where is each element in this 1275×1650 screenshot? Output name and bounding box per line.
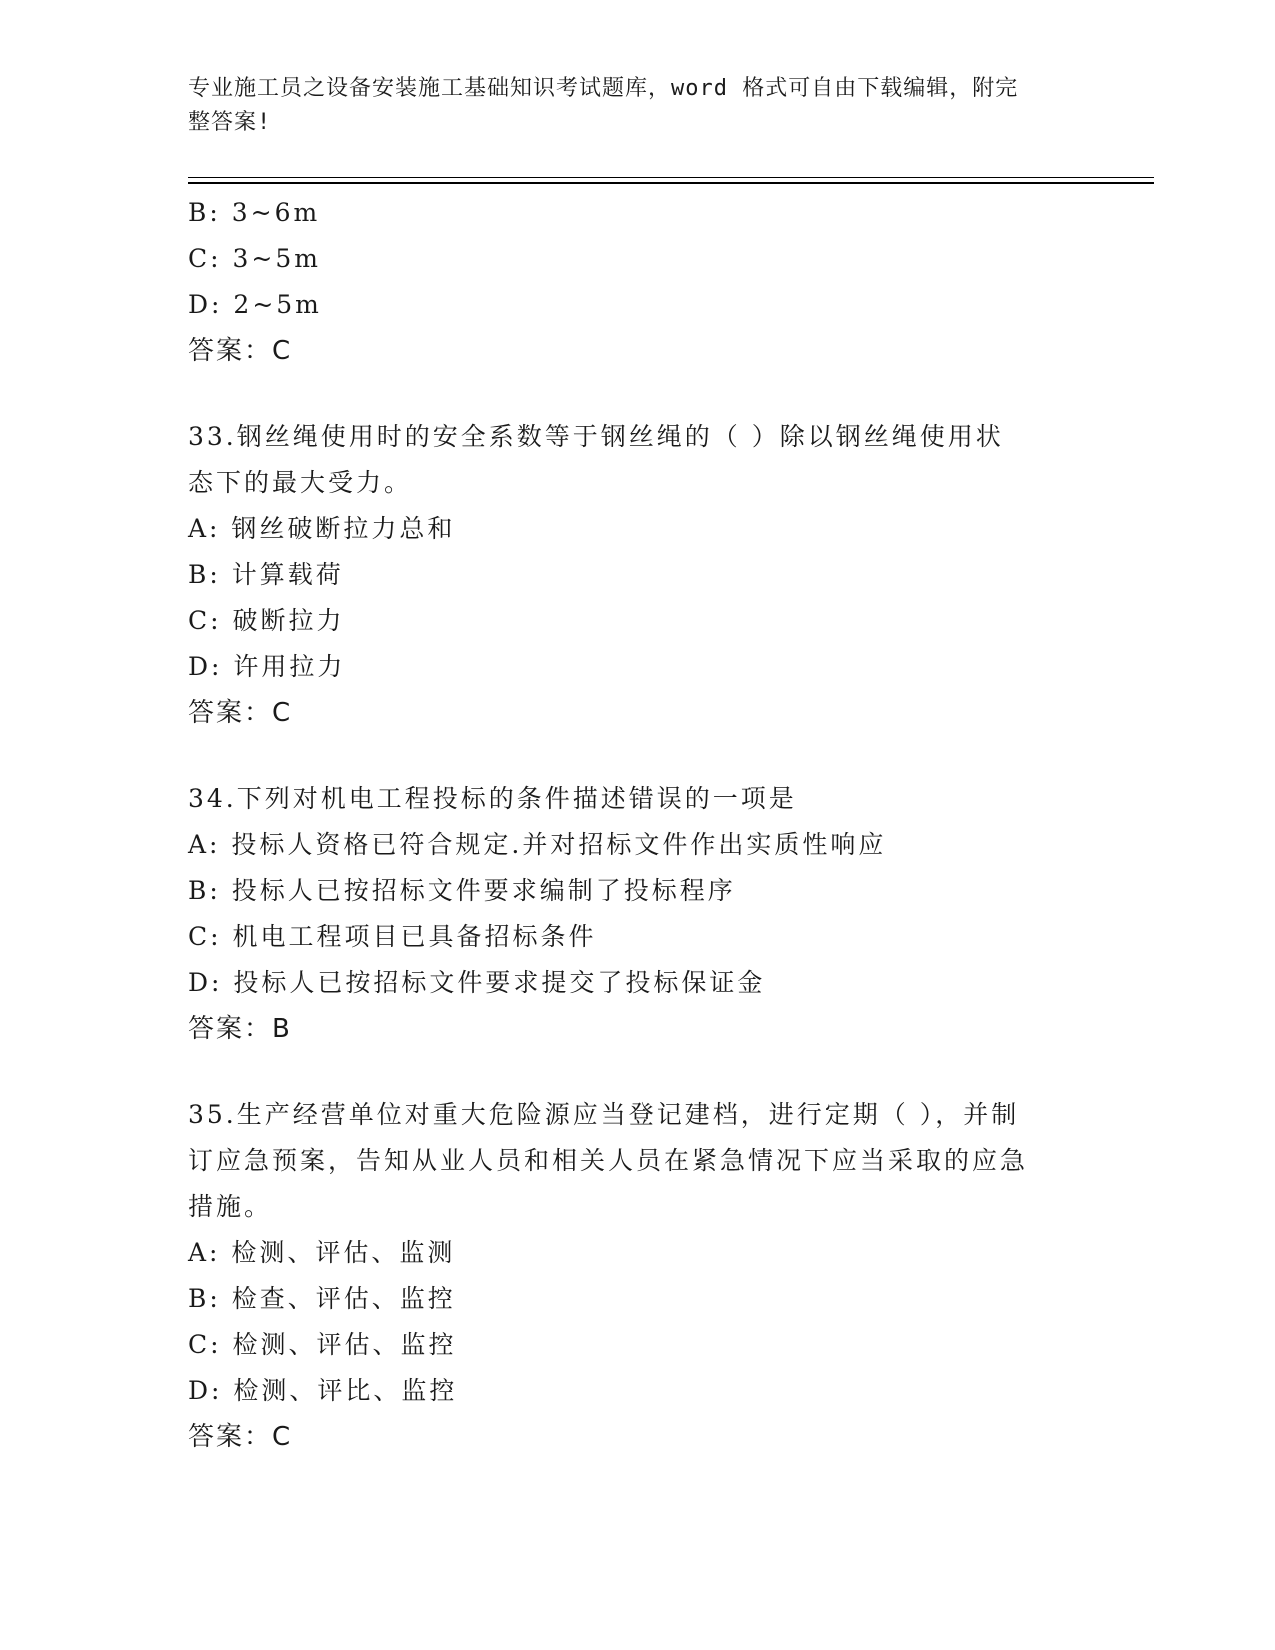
question-fragment	[188, 190, 1068, 374]
option-b: B: 检查、评估、监控	[188, 1284, 456, 1313]
question-text: 33.钢丝绳使用时的安全系数等于钢丝绳的（ ）除以钢丝绳使用状态下的最大受力。	[188, 422, 1004, 497]
spacer	[188, 1052, 1068, 1092]
question-34	[188, 776, 1068, 1052]
option-c: C: 检测、评估、监控	[188, 1330, 457, 1359]
option-a: A: 检测、评估、监测	[188, 1238, 456, 1267]
spacer	[188, 374, 1068, 414]
header-divider-bottom	[188, 182, 1154, 184]
option-d: D: 投标人已按招标文件要求提交了投标保证金	[188, 968, 766, 997]
option-b: B: 投标人已按招标文件要求编制了投标程序	[188, 876, 736, 905]
option-c: C: 破断拉力	[188, 606, 345, 635]
document-header	[188, 72, 1068, 140]
option-a: A: 钢丝破断拉力总和	[188, 514, 456, 543]
answer-line: 答案：B	[188, 1014, 292, 1044]
answer-line: 答案：C	[188, 698, 293, 728]
answer-line: 答案：C	[188, 1422, 293, 1452]
document-body	[188, 190, 1068, 1460]
option-b: B: 3~6m	[188, 198, 321, 227]
header-divider-top	[188, 177, 1154, 178]
option-b: B: 计算载荷	[188, 560, 344, 589]
option-c: C: 3~5m	[188, 244, 321, 273]
option-d: D: 检测、评比、监控	[188, 1376, 458, 1405]
question-text: 35.生产经营单位对重大危险源应当登记建档，进行定期（ ），并制订应急预案，告知从业人员和相关人员在紧急情况下应当采取的应急措施。	[188, 1100, 1029, 1221]
spacer	[188, 736, 1068, 776]
option-c: C: 机电工程项目已具备招标条件	[188, 922, 597, 951]
question-35	[188, 1092, 1068, 1460]
header-line-2: 整答案!	[188, 110, 272, 135]
answer-line: 答案：C	[188, 336, 293, 366]
header-line-1: 专业施工员之设备安装施工基础知识考试题库，word 格式可自由下载编辑，附完	[188, 76, 1019, 101]
option-d: D: 2~5m	[188, 290, 322, 319]
question-33	[188, 414, 1068, 736]
option-d: D: 许用拉力	[188, 652, 346, 681]
question-text: 34.下列对机电工程投标的条件描述错误的一项是	[188, 784, 797, 813]
option-a: A: 投标人资格已符合规定.并对招标文件作出实质性响应	[188, 830, 887, 859]
